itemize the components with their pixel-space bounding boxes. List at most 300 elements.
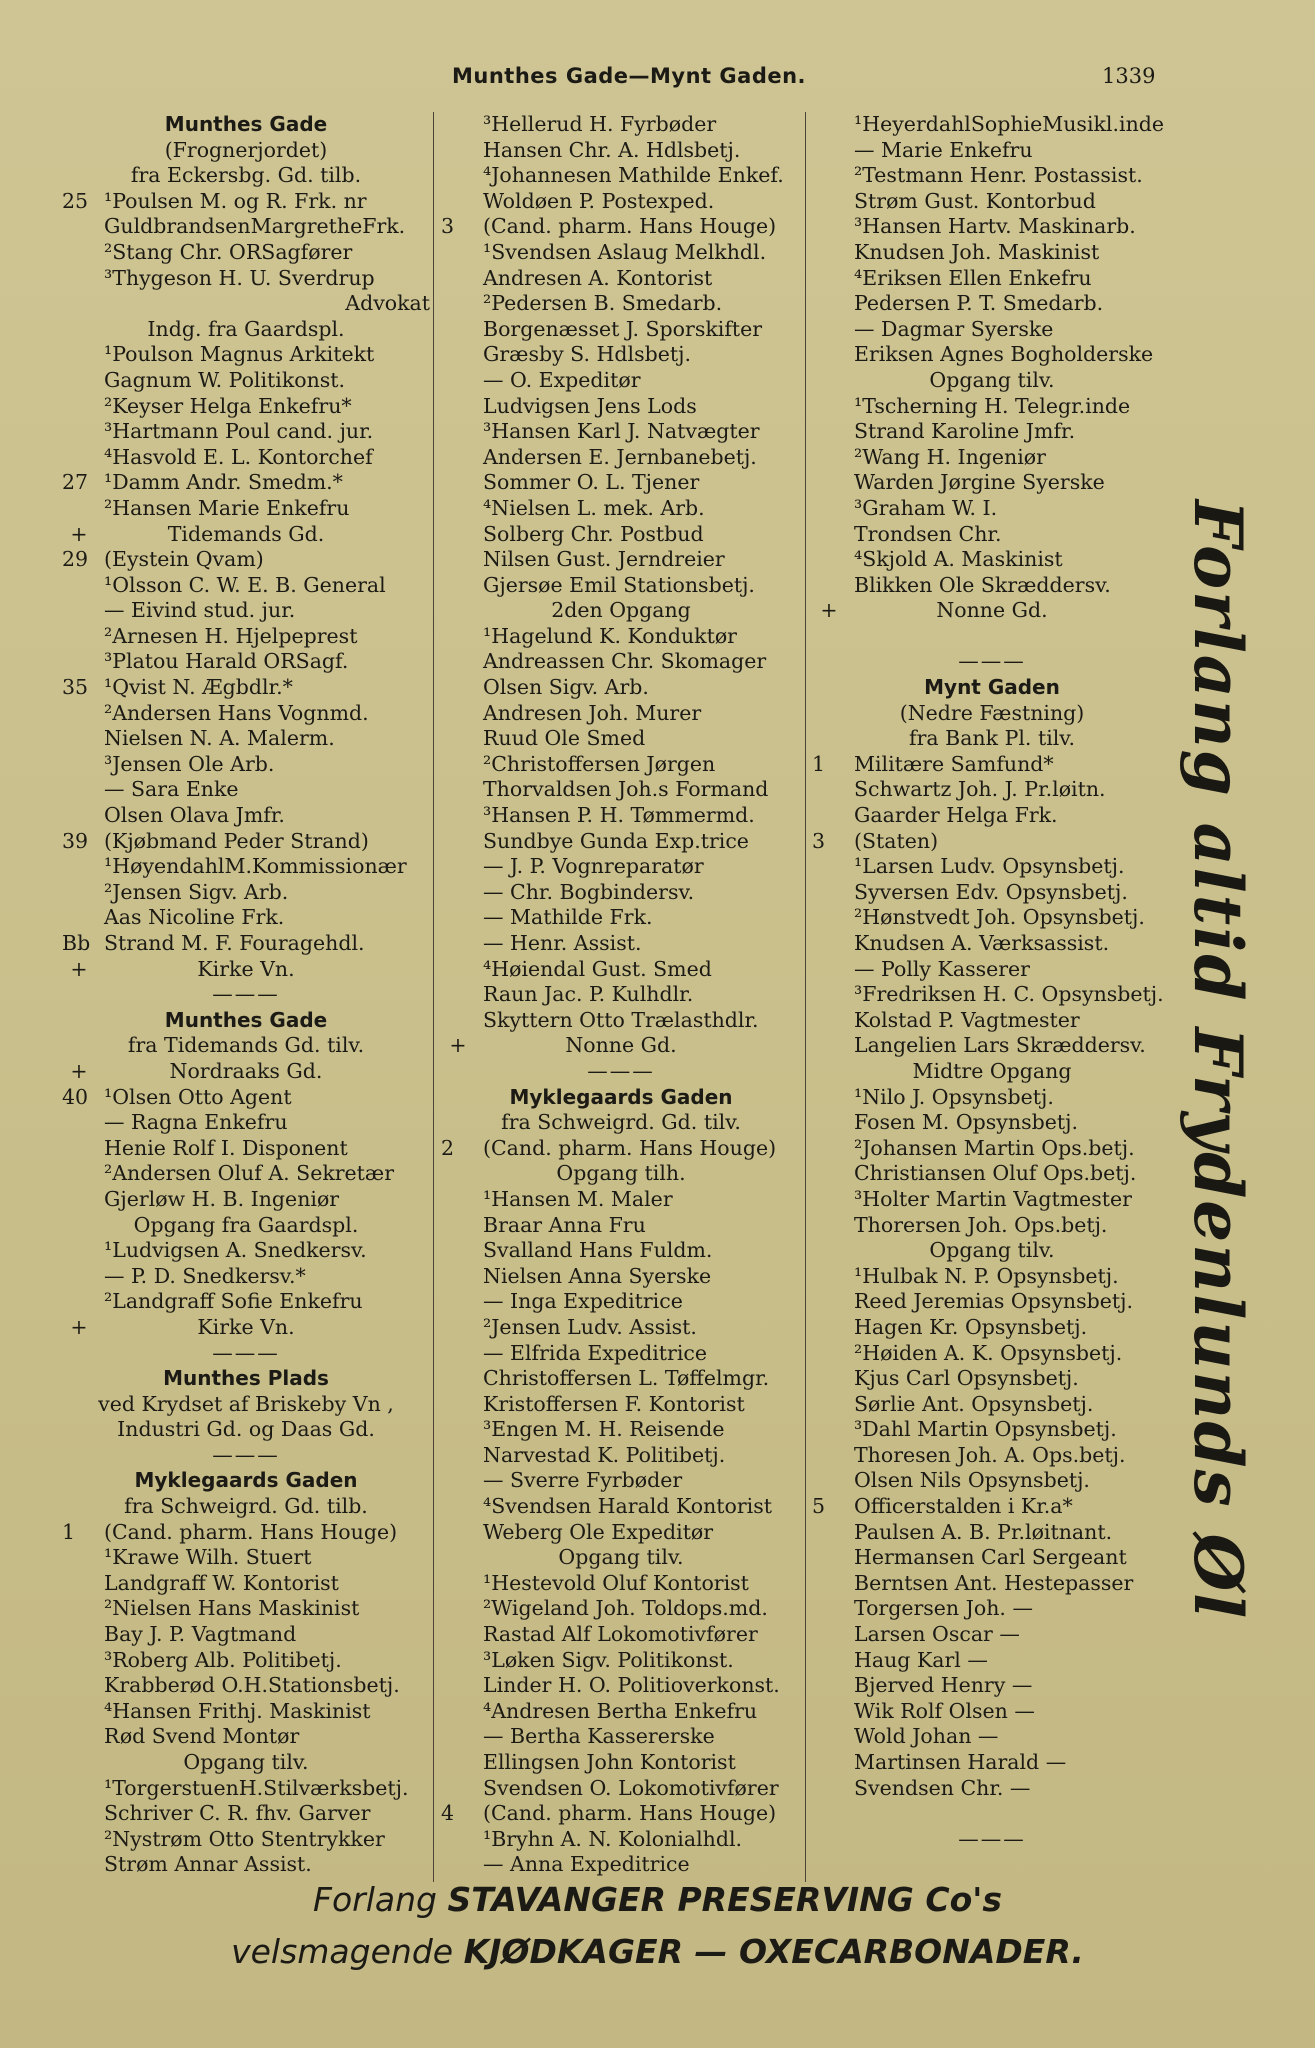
- directory-entry: [812, 1596, 1172, 1622]
- directory-entry: [812, 573, 1172, 599]
- section-heading: [62, 1008, 430, 1034]
- entry-text: ———: [958, 1826, 1026, 1851]
- directory-entry: [812, 1468, 1172, 1494]
- house-number: 39: [62, 828, 89, 853]
- directory-entry: [441, 470, 801, 496]
- directory-entry: [812, 752, 1172, 778]
- section-heading: [812, 675, 1172, 701]
- entry-text: ³Platou Harald ORSagf.: [104, 649, 349, 674]
- directory-entry: [62, 1494, 430, 1520]
- house-number: 4: [441, 1801, 455, 1826]
- directory-entry: [62, 214, 430, 240]
- entry-text: Schwartz Joh. J. Pr.løitn.: [854, 777, 1106, 802]
- entry-text: Nielsen N. A. Malerm.: [104, 726, 335, 751]
- directory-entry: [812, 470, 1172, 496]
- entry-text: Hansen Chr. A. Hdlsbetj.: [483, 137, 741, 162]
- directory-entry: [812, 1520, 1172, 1546]
- street-name: Myklegaards Gaden: [134, 1468, 358, 1493]
- entry-text: ²Christoffersen Jørgen: [483, 751, 716, 776]
- directory-entry: [441, 1801, 801, 1827]
- cross-street-marker: +: [70, 956, 88, 981]
- entry-text: ³Dahl Martin Opsynsbetj.: [854, 1417, 1117, 1442]
- page-number: 1339: [1102, 64, 1156, 88]
- directory-entry: [62, 394, 430, 420]
- entry-text: Bjerved Henry —: [854, 1673, 1033, 1698]
- entry-text: ¹Olsen Otto Agent: [104, 1084, 292, 1109]
- ad-line-1-brand: STAVANGER PRESERVING Co's: [447, 1880, 1002, 1919]
- entry-text: Schriver C. R. fhv. Garver: [104, 1801, 371, 1826]
- directory-entry: [812, 445, 1172, 471]
- entry-text: Nilsen Gust. Jerndreier: [483, 547, 725, 572]
- directory-entry: [441, 522, 801, 548]
- entry-text: — Polly Kasserer: [854, 956, 1030, 981]
- directory-entry: [812, 1366, 1172, 1392]
- directory-entry: [62, 163, 430, 189]
- entry-text: ¹Poulsen M. og R. Frk. nr: [104, 188, 367, 213]
- directory-entry: [441, 1289, 801, 1315]
- house-number: 27: [62, 470, 89, 495]
- entry-text: Ludvigsen Jens Lods: [483, 393, 697, 418]
- entry-text: Aas Nicoline Frk.: [104, 905, 285, 930]
- directory-entry: [62, 803, 430, 829]
- entry-text: Skyttern Otto Trælasthdlr.: [483, 1007, 759, 1032]
- entry-text: Bay J. P. Vagtmand: [104, 1622, 297, 1647]
- entry-text: ¹Olsson C. W. E. B. General: [104, 572, 386, 597]
- directory-entry: [441, 1366, 801, 1392]
- directory-entry: [441, 982, 801, 1008]
- directory-entry: [812, 803, 1172, 829]
- directory-entry: [812, 1187, 1172, 1213]
- entry-text: Torgersen Joh. —: [854, 1596, 1033, 1621]
- cross-street-marker: +: [70, 1058, 88, 1083]
- entry-text: — Eivind stud. jur.: [104, 598, 296, 623]
- entry-text: ³Hellerud H. Fyrbøder: [483, 112, 717, 136]
- entry-text: ———: [212, 982, 280, 1007]
- entry-text: Gjerløw H. B. Ingeniør: [104, 1186, 340, 1211]
- directory-entry: [62, 496, 430, 522]
- directory-entry: [62, 854, 430, 880]
- directory-entry: [441, 445, 801, 471]
- entry-text: ⁴Høiendal Gust. Smed: [483, 956, 712, 981]
- entry-text: Wik Rolf Olsen —: [854, 1698, 1035, 1723]
- entry-text: Industri Gd. og Daas Gd.: [117, 1417, 375, 1442]
- entry-text: ³Holter Martin Vagtmester: [854, 1186, 1132, 1211]
- entry-text: Thoresen Joh. A. Ops.betj.: [854, 1442, 1126, 1467]
- entry-text: ¹Hestevold Oluf Kontorist: [483, 1570, 749, 1595]
- entry-text: Wold Johan —: [854, 1724, 999, 1749]
- directory-entry: [812, 112, 1172, 138]
- entry-text: ¹Qvist N. Ægbdlr.*: [104, 675, 293, 700]
- entry-text: Warden Jørgine Syerske: [854, 470, 1105, 495]
- directory-entry: [812, 1033, 1172, 1059]
- directory-entry: [62, 1187, 430, 1213]
- directory-entry: [441, 624, 801, 650]
- directory-entry: [812, 317, 1172, 343]
- entry-text: Nordraaks Gd.: [169, 1058, 323, 1083]
- directory-entry: [812, 1161, 1172, 1187]
- entry-text: ³Jensen Ole Arb.: [104, 751, 275, 776]
- directory-entry: [812, 777, 1172, 803]
- entry-text: Hermansen Carl Sergeant: [854, 1545, 1127, 1570]
- entry-text: ²Hansen Marie Enkefru: [104, 495, 350, 520]
- directory-entry: [62, 547, 430, 573]
- directory-entry: [441, 1417, 801, 1443]
- directory-entry: [441, 931, 801, 957]
- entry-text: ²Arnesen H. Hjelpeprest: [104, 623, 358, 648]
- entry-text: Nonne Gd.: [565, 1033, 677, 1058]
- directory-entry: [441, 803, 801, 829]
- entry-text: fra Schweigrd. Gd. tilb.: [124, 1494, 368, 1519]
- entry-text: ³Roberg Alb. Politibetj.: [104, 1647, 342, 1672]
- cross-street-marker: +: [70, 521, 88, 546]
- entry-text: fra Schweigrd. Gd. tilv.: [501, 1110, 741, 1135]
- entry-text: Opgang fra Gaardspl.: [133, 1212, 359, 1237]
- directory-entry: [441, 957, 801, 983]
- entry-text: Eriksen Agnes Bogholderske: [854, 342, 1154, 367]
- entry-text: Landgraff W. Kontorist: [104, 1570, 339, 1595]
- directory-entry: [812, 1673, 1172, 1699]
- entry-text: Gagnum W. Politikonst.: [104, 367, 346, 392]
- directory-entry: [62, 1648, 430, 1674]
- entry-text: — Chr. Bogbindersv.: [483, 879, 695, 904]
- entry-text: ³Graham W. I.: [854, 495, 998, 520]
- entry-text: Opgang tilv.: [558, 1545, 684, 1570]
- directory-entry: [62, 1264, 430, 1290]
- directory-entry: [441, 1520, 801, 1546]
- directory-entry: [441, 1315, 801, 1341]
- entry-text: Nonne Gd.: [936, 598, 1048, 623]
- entry-text: — Inga Expeditrice: [483, 1289, 683, 1314]
- directory-entry: [441, 496, 801, 522]
- entry-text: ³Hansen P. H. Tømmermd.: [483, 803, 755, 828]
- directory-entry: [62, 931, 430, 957]
- ad-line-2-prefix: velsmagende: [231, 1932, 464, 1971]
- entry-text: Strand M. F. Fouragehdl.: [104, 931, 365, 955]
- entry-text: — Marie Enkefru: [854, 137, 1033, 162]
- directory-entry: [812, 1494, 1172, 1520]
- entry-text: — Henr. Assist.: [483, 931, 642, 955]
- directory-entry: [441, 1110, 801, 1136]
- directory-entry: [812, 291, 1172, 317]
- entry-text: ⁴Hansen Frithj. Maskinist: [104, 1698, 371, 1723]
- entry-text: Kirke Vn.: [197, 956, 295, 981]
- directory-entry: [441, 1443, 801, 1469]
- entry-text: ²Jensen Ludv. Assist.: [483, 1314, 697, 1339]
- entry-text: Svendsen Chr. —: [854, 1775, 1031, 1800]
- bottom-advertisement: [0, 1880, 1315, 2000]
- entry-text: Kolstad P. Vagtmester: [854, 1007, 1080, 1032]
- entry-text: (Cand. pharm. Hans Houge): [483, 214, 777, 239]
- directory-entry: [812, 598, 1172, 624]
- directory-entry: [441, 1596, 801, 1622]
- directory-entry: [812, 854, 1172, 880]
- directory-entry: [441, 1648, 801, 1674]
- directory-entry: [62, 522, 430, 548]
- directory-entry: [812, 1443, 1172, 1469]
- directory-entry: [441, 189, 801, 215]
- entry-text: ²Wigeland Joh. Toldops.md.: [483, 1596, 768, 1621]
- directory-entry: [62, 291, 430, 317]
- directory-entry: [62, 957, 430, 983]
- section-divider: [62, 982, 430, 1008]
- directory-entry: [441, 368, 801, 394]
- side-advertisement-text: Forlang altid Frydenlunds Øl: [1179, 499, 1257, 1621]
- entry-text: Militære Samfund*: [854, 751, 1054, 776]
- entry-text: — Sara Enke: [104, 777, 239, 802]
- street-name: Mynt Gaden: [924, 675, 1060, 700]
- directory-entry: [441, 1622, 801, 1648]
- entry-text: ³Fredriksen H. C. Opsynsbetj.: [854, 982, 1164, 1007]
- directory-entry: [62, 1545, 430, 1571]
- entry-text: (Cand. pharm. Hans Houge): [483, 1135, 777, 1160]
- directory-entry: [62, 368, 430, 394]
- entry-text: Knudsen Joh. Maskinist: [854, 239, 1100, 264]
- entry-text: Knudsen A. Værksassist.: [854, 931, 1110, 955]
- entry-text: Larsen Oscar —: [854, 1622, 1020, 1647]
- directory-entry: [62, 1315, 430, 1341]
- directory-entry: [812, 1110, 1172, 1136]
- entry-text: ¹Svendsen Aslaug Melkhdl.: [483, 239, 767, 264]
- directory-entry: [812, 957, 1172, 983]
- entry-text: ¹Nilo J. Opsynsbetj.: [854, 1084, 1054, 1109]
- cross-street-marker: +: [820, 598, 838, 623]
- directory-entry: [812, 368, 1172, 394]
- entry-text: ⁴Skjold A. Maskinist: [854, 547, 1063, 572]
- directory-entry: [441, 675, 801, 701]
- directory-entry: [812, 1341, 1172, 1367]
- directory-entry: [812, 1059, 1172, 1085]
- entry-text: — P. D. Snedkersv.*: [104, 1263, 306, 1288]
- directory-entry: [441, 1238, 801, 1264]
- entry-text: ²Landgraff Sofie Enkefru: [104, 1289, 363, 1314]
- street-name: Munthes Plads: [163, 1366, 329, 1391]
- section-heading: [62, 112, 430, 138]
- directory-entry: [62, 880, 430, 906]
- entry-text: Gaarder Helga Frk.: [854, 803, 1058, 828]
- directory-entry: [812, 1545, 1172, 1571]
- entry-text: — Mathilde Frk.: [483, 905, 653, 930]
- entry-text: ³Thygeson H. U. Sverdrup: [104, 265, 375, 290]
- directory-entry: [441, 1008, 801, 1034]
- house-number: 25: [62, 188, 89, 213]
- entry-text: Strøm Annar Assist.: [104, 1852, 312, 1877]
- entry-text: fra Tidemands Gd. tilv.: [127, 1033, 365, 1058]
- directory-entry: [812, 547, 1172, 573]
- entry-text: ———: [958, 649, 1026, 674]
- entry-text: ²Stang Chr. ORSagfører: [104, 239, 353, 264]
- ad-line-2-products: KJØDKAGER — OXECARBONADER.: [463, 1932, 1084, 1971]
- directory-entry: [441, 905, 801, 931]
- directory-entry: [812, 880, 1172, 906]
- directory-entry: [812, 1289, 1172, 1315]
- house-number: 35: [62, 675, 89, 700]
- directory-entry: [812, 1750, 1172, 1776]
- house-number: 2: [441, 1135, 455, 1160]
- entry-text: Indg. fra Gaardspl.: [147, 316, 345, 341]
- directory-entry: [441, 1392, 801, 1418]
- entry-text: Strand Karoline Jmfr.: [854, 419, 1076, 444]
- entry-text: Olsen Nils Opsynsbetj.: [854, 1468, 1090, 1493]
- entry-text: ¹Bryhn A. N. Kolonialhdl.: [483, 1826, 743, 1851]
- directory-entry: [62, 1571, 430, 1597]
- directory-entry: [441, 547, 801, 573]
- entry-text: ¹Krawe Wilh. Stuert: [104, 1545, 312, 1570]
- directory-entry: [62, 905, 430, 931]
- entry-text: Olsen Sigv. Arb.: [483, 675, 649, 700]
- house-number: 29: [62, 547, 89, 572]
- entry-text: ⁴Hasvold E. L. Kontorchef: [104, 444, 373, 469]
- entry-text: GuldbrandsenMargretheFrk.: [104, 214, 406, 239]
- entry-text: ²Høiden A. K. Opsynsbetj.: [854, 1340, 1123, 1365]
- directory-entry: [441, 752, 801, 778]
- entry-text: Borgenæsset J. Sporskifter: [483, 316, 763, 341]
- entry-text: Olsen Olava Jmfr.: [104, 803, 285, 828]
- section-heading: [62, 1468, 430, 1494]
- entry-text: ²Jensen Sigv. Arb.: [104, 879, 289, 904]
- directory-entry: [812, 701, 1172, 727]
- entry-text: Midtre Opgang: [912, 1058, 1072, 1083]
- directory-entry: [62, 777, 430, 803]
- column-divider: [805, 112, 806, 1882]
- entry-text: ¹Larsen Ludv. Opsynsbetj.: [854, 854, 1125, 879]
- directory-entry: [441, 1341, 801, 1367]
- directory-entry: [62, 1596, 430, 1622]
- entry-text: ²Hønstvedt Joh. Opsynsbetj.: [854, 905, 1145, 930]
- cross-street-marker: +: [70, 1314, 88, 1339]
- directory-entry: [441, 1161, 801, 1187]
- directory-entry: [441, 701, 801, 727]
- directory-entry: [812, 931, 1172, 957]
- directory-entry: [441, 726, 801, 752]
- entry-text: (Cand. pharm. Hans Houge): [104, 1519, 398, 1544]
- entry-text: Pedersen P. T. Smedarb.: [854, 291, 1104, 316]
- directory-entry: [62, 1059, 430, 1085]
- directory-entry: [441, 1187, 801, 1213]
- directory-entry: [441, 163, 801, 189]
- entry-text: Syversen Edv. Opsynsbetj.: [854, 879, 1128, 904]
- directory-entry: [812, 1571, 1172, 1597]
- directory-entry: [62, 1213, 430, 1239]
- entry-text: ¹Poulson Magnus Arkitekt: [104, 342, 375, 367]
- entry-text: fra Bank Pl. tilv.: [909, 726, 1075, 751]
- directory-entry: [812, 1008, 1172, 1034]
- entry-text: (Cand. pharm. Hans Houge): [483, 1801, 777, 1826]
- directory-entry: [441, 1724, 801, 1750]
- directory-entry: [441, 266, 801, 292]
- entry-text: Kjus Carl Opsynsbetj.: [854, 1366, 1079, 1391]
- entry-text: Svendsen O. Lokomotivfører: [483, 1775, 779, 1800]
- section-heading: [62, 1366, 430, 1392]
- directory-entry: [441, 138, 801, 164]
- directory-entry: [62, 701, 430, 727]
- directory-entry: [441, 1136, 801, 1162]
- directory-entry: [62, 419, 430, 445]
- section-heading: [441, 1085, 801, 1111]
- directory-entry: [812, 1622, 1172, 1648]
- directory-entry: [62, 1673, 430, 1699]
- directory-entry: [62, 1750, 430, 1776]
- directory-entry: [812, 1136, 1172, 1162]
- directory-entry: [441, 342, 801, 368]
- page-header: [0, 58, 1315, 98]
- entry-text: Advokat: [345, 291, 430, 316]
- directory-entry: [812, 982, 1172, 1008]
- directory-column-1: [62, 112, 430, 1878]
- directory-entry: [62, 573, 430, 599]
- entry-text: Langelien Lars Skræddersv.: [854, 1033, 1146, 1058]
- entry-text: ¹Hulbak N. P. Opsynsbetj.: [854, 1263, 1119, 1288]
- directory-entry: [812, 163, 1172, 189]
- directory-entry: [441, 1852, 801, 1878]
- entry-text: Opgang tilh.: [556, 1161, 686, 1186]
- directory-entry: [62, 1033, 430, 1059]
- directory-entry: [441, 214, 801, 240]
- directory-entry: [441, 1545, 801, 1571]
- directory-entry: [441, 854, 801, 880]
- house-number: 3: [441, 214, 455, 239]
- entry-text: Andreassen Chr. Skomager: [483, 649, 767, 674]
- entry-text: Officerstalden i Kr.a*: [854, 1494, 1073, 1519]
- directory-entry: [62, 1085, 430, 1111]
- directory-entry: [812, 624, 1172, 650]
- entry-text: Gjersøe Emil Stationsbetj.: [483, 572, 755, 597]
- entry-text: ———: [587, 1058, 655, 1083]
- entry-text: (Nedre Fæstning): [899, 700, 1085, 725]
- entry-text: Hagen Kr. Opsynsbetj.: [854, 1314, 1088, 1339]
- entry-text: Opgang tilv.: [929, 367, 1055, 392]
- directory-entry: [812, 394, 1172, 420]
- directory-entry: [441, 394, 801, 420]
- directory-entry: [62, 1852, 430, 1878]
- directory-entry: [62, 266, 430, 292]
- ad-line-2: [0, 1932, 1315, 1971]
- directory-entry: [441, 317, 801, 343]
- directory-entry: [62, 1110, 430, 1136]
- entry-text: Blikken Ole Skræddersv.: [854, 572, 1111, 597]
- directory-entry: [62, 317, 430, 343]
- house-number: 5: [812, 1494, 826, 1519]
- entry-text: Christoffersen L. Tøffelmgr.: [483, 1366, 770, 1391]
- entry-text: Nielsen Anna Syerske: [483, 1263, 712, 1288]
- directory-entry: [812, 726, 1172, 752]
- directory-entry: [441, 1776, 801, 1802]
- section-divider: [812, 649, 1172, 675]
- entry-text: ———: [212, 1340, 280, 1365]
- entry-text: ¹TorgerstuenH.Stilværksbetj.: [104, 1775, 409, 1800]
- directory-entry: [441, 291, 801, 317]
- entry-text: Sørlie Ant. Opsynsbetj.: [854, 1391, 1094, 1416]
- directory-entry: [441, 240, 801, 266]
- entry-text: ²Johansen Martin Ops.betj.: [854, 1135, 1135, 1160]
- house-number: 1: [62, 1519, 76, 1544]
- entry-text: ⁴Andresen Bertha Enkefru: [483, 1698, 758, 1723]
- entry-text: Solberg Chr. Postbud: [483, 521, 704, 546]
- directory-entry: [441, 777, 801, 803]
- ad-line-1-prefix: Forlang: [313, 1880, 448, 1919]
- directory-entry: [441, 1264, 801, 1290]
- house-number: 40: [62, 1084, 89, 1109]
- entry-text: — J. P. Vognreparatør: [483, 854, 704, 879]
- entry-text: ³Hartmann Poul cand. jur.: [104, 419, 374, 444]
- entry-text: Svalland Hans Fuldm.: [483, 1238, 713, 1263]
- entry-text: Rastad Alf Lokomotivfører: [483, 1622, 758, 1647]
- entry-text: ²Keyser Helga Enkefru*: [104, 393, 352, 418]
- column-divider: [433, 112, 434, 1882]
- entry-text: Andersen E. Jernbanebetj.: [483, 444, 757, 469]
- entry-text: ²Andersen Hans Vognmd.: [104, 700, 369, 725]
- directory-entry: [62, 1801, 430, 1827]
- entry-text: ved Krydset af Briskeby Vn ,: [98, 1391, 394, 1416]
